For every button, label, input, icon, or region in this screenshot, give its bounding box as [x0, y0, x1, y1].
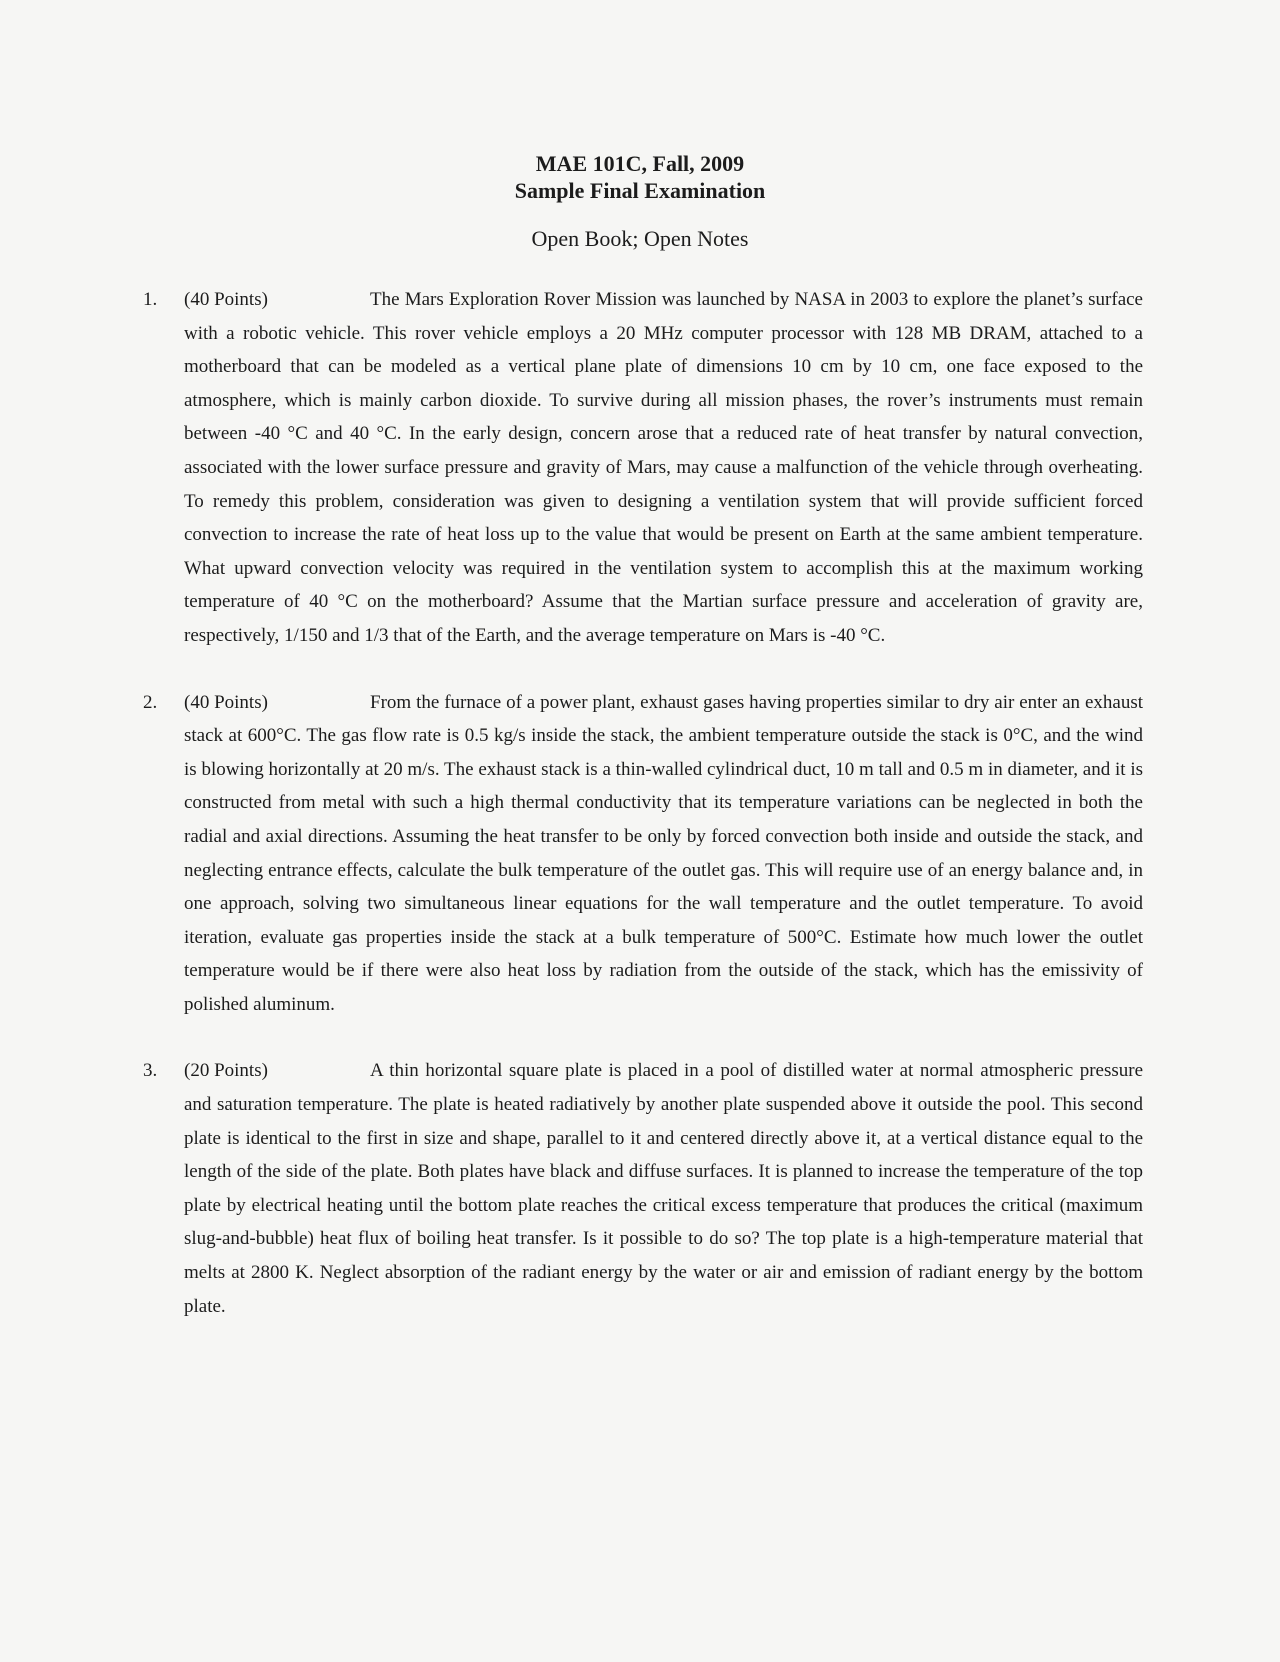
question-2	[143, 686, 1143, 1022]
question-body	[184, 686, 1143, 1022]
question-body	[184, 1054, 1143, 1323]
exam-header	[0, 150, 1280, 252]
question-points: (40 Points)	[184, 289, 268, 310]
question-text: A thin horizontal square plate is placed in a pool of distilled water at normal atmospheric pressure and saturation temperature. The plate is heated radiatively by another plate suspended above it outside the pool. This second plate is identical to the first in size and shape, parallel to it and centered directly above it, at a vertical distance equal to the length of the side of the plate. Both plates have black and diffuse surfaces. It is planned to increase the temperature of the top plate by electrical heating until the bottom plate reaches the critical excess temperature that produces the critical (maximum slug-and-bubble) heat flux of boiling heat transfer. Is it possible to do so? The top plate is a high-temperature material that melts at 2800 K. Neglect absorption of the radiant energy by the water or air and emission of radiant energy by the bottom plate.	[184, 1060, 1143, 1317]
question-points: (40 Points)	[184, 691, 268, 713]
question-number: 1.	[143, 289, 158, 310]
question-number: 2.	[143, 691, 158, 713]
question-body	[184, 283, 1143, 653]
question-text: The Mars Exploration Rover Mission was launched by NASA in 2003 to explore the planet’s surface with a robotic vehicle. This rover vehicle employs a 20 MHz computer processor with 128 MB DRAM, attached to a motherboard that can be modeled as a vertical plane plate of dimensions 10 cm by 10 cm, one face exposed to the atmosphere, which is mainly carbon dioxide. To survive during all mission phases, the rover’s instruments must remain between -40 °C and 40 °C. In the early design, concern arose that a reduced rate of heat transfer by natural convection, associated with the lower surface pressure and gravity of Mars, may cause a malfunction of the vehicle through overheating. To remedy this problem, consideration was given to designing a ventilation system that will provide sufficient forced convection to increase the rate of heat loss up to the value that would be present on Earth at the same ambient temperature. What upward convection velocity was required in the ventilation system to accomplish this at the maximum working temperature of 40 °C on the motherboard? Assume that the Martian surface pressure and acceleration of gravity are, respectively, 1/150 and 1/3 that of the Earth, and the average temperature on Mars is -40 °C.	[184, 289, 1143, 646]
question-list	[143, 283, 1143, 1356]
question-points: (20 Points)	[184, 1060, 268, 1082]
question-text: From the furnace of a power plant, exhaust gases having properties similar to dry air enter an exhaust stack at 600°C. The gas flow rate is 0.5 kg/s inside the stack, the ambient temperature outside the stack is 0°C, and the wind is blowing horizontally at 20 m/s. The exhaust stack is a thin-walled cylindrical duct, 10 m tall and 0.5 m in diameter, and it is constructed from metal with such a high thermal conductivity that its temperature variations can be neglected in both the radial and axial directions. Assuming the heat transfer to be only by forced convection both inside and outside the stack, and neglecting entrance effects, calculate the bulk temperature of the outlet gas. This will require use of an energy balance and, in one approach, solving two simultaneous linear equations for the wall temperature and the outlet temperature. To avoid iteration, evaluate gas properties inside the stack at a bulk temperature of 500°C. Estimate how much lower the outlet temperature would be if there were also heat loss by radiation from the outside of the stack, which has the emissivity of polished aluminum.	[184, 691, 1143, 1015]
exam-note: Open Book; Open Notes	[531, 226, 749, 251]
question-3	[143, 1054, 1143, 1323]
course-title: MAE 101C, Fall, 2009	[535, 151, 745, 176]
question-1	[143, 283, 1143, 653]
question-number: 3.	[143, 1060, 158, 1082]
exam-title: Sample Final Examination	[514, 178, 766, 203]
